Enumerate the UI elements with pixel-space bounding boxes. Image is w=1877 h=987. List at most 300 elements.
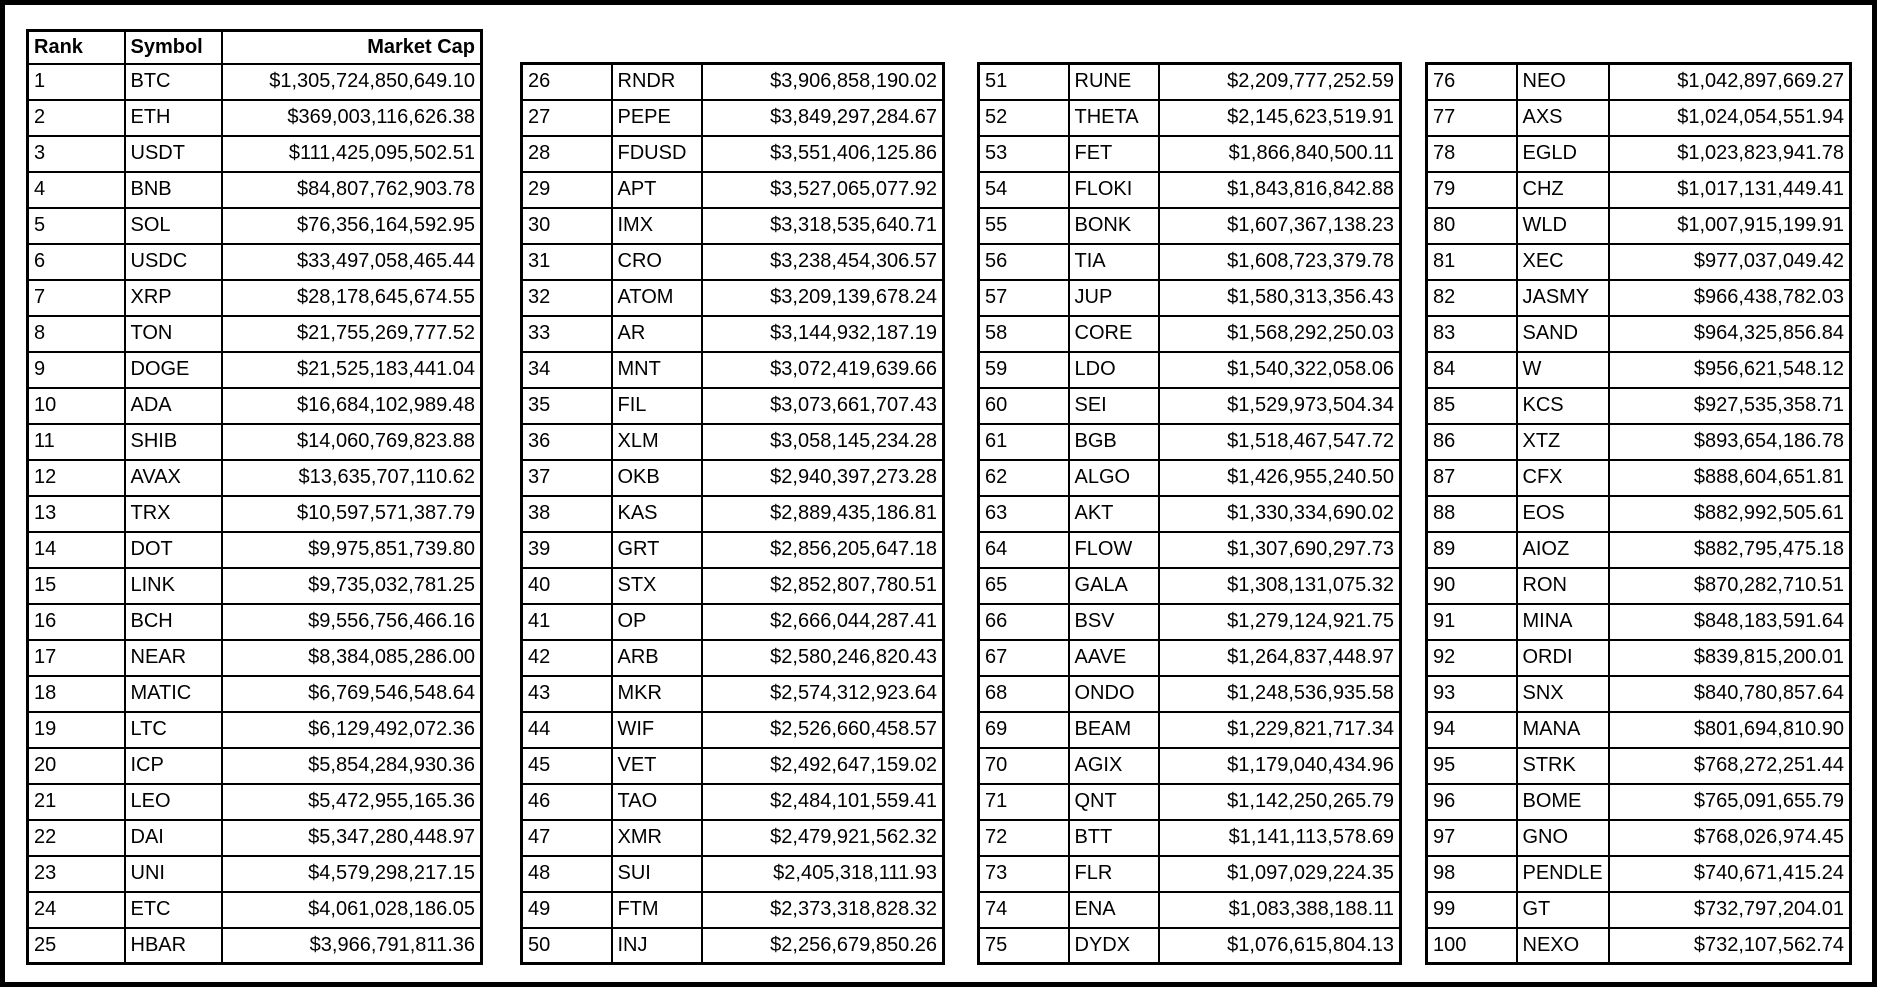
symbol-cell: BOME	[1517, 784, 1609, 820]
table-row	[28, 784, 482, 820]
market-cap-column-header: Market Cap	[222, 31, 482, 64]
rank-cell: 60	[979, 388, 1069, 424]
symbol-cell: TON	[125, 316, 222, 352]
table-row	[979, 316, 1401, 352]
symbol-cell: LDO	[1069, 352, 1159, 388]
market-cap-cell: $13,635,707,110.62	[222, 460, 482, 496]
symbol-cell: ICP	[125, 748, 222, 784]
market-cap-cell: $369,003,116,626.38	[222, 100, 482, 136]
rank-cell: 88	[1427, 496, 1517, 532]
symbol-cell: USDT	[125, 136, 222, 172]
symbol-cell: FLR	[1069, 856, 1159, 892]
table-row	[1427, 424, 1851, 460]
symbol-cell: FTM	[612, 892, 702, 928]
rank-cell: 84	[1427, 352, 1517, 388]
rank-cell: 96	[1427, 784, 1517, 820]
symbol-cell: ORDI	[1517, 640, 1609, 676]
table-row	[979, 244, 1401, 280]
market-cap-cell: $1,097,029,224.35	[1159, 856, 1401, 892]
table-row	[522, 316, 944, 352]
rank-cell: 67	[979, 640, 1069, 676]
table-row	[28, 208, 482, 244]
symbol-cell: ARB	[612, 640, 702, 676]
rank-cell: 8	[28, 316, 125, 352]
symbol-cell: DOGE	[125, 352, 222, 388]
rank-cell: 38	[522, 496, 612, 532]
market-cap-cell: $1,529,973,504.34	[1159, 388, 1401, 424]
symbol-cell: FLOW	[1069, 532, 1159, 568]
table-row	[522, 928, 944, 964]
table-row	[522, 820, 944, 856]
rank-cell: 97	[1427, 820, 1517, 856]
market-cap-cell: $9,735,032,781.25	[222, 568, 482, 604]
symbol-cell: LTC	[125, 712, 222, 748]
symbol-cell: RUNE	[1069, 64, 1159, 100]
rank-cell: 41	[522, 604, 612, 640]
table-row	[979, 748, 1401, 784]
rank-cell: 54	[979, 172, 1069, 208]
table-row	[1427, 712, 1851, 748]
table-row	[522, 388, 944, 424]
rank-cell: 82	[1427, 280, 1517, 316]
market-cap-cell: $2,479,921,562.32	[702, 820, 944, 856]
table-row	[1427, 64, 1851, 100]
market-cap-cell: $3,318,535,640.71	[702, 208, 944, 244]
table-row	[1427, 172, 1851, 208]
symbol-cell: MKR	[612, 676, 702, 712]
rank-cell: 14	[28, 532, 125, 568]
market-cap-cell: $732,797,204.01	[1609, 892, 1851, 928]
symbol-cell: BSV	[1069, 604, 1159, 640]
symbol-cell: QNT	[1069, 784, 1159, 820]
symbol-cell: BONK	[1069, 208, 1159, 244]
rank-cell: 85	[1427, 388, 1517, 424]
table-row	[522, 712, 944, 748]
table-row	[28, 316, 482, 352]
market-cap-cell: $10,597,571,387.79	[222, 496, 482, 532]
table-row	[1427, 676, 1851, 712]
symbol-cell: TRX	[125, 496, 222, 532]
rank-cell: 9	[28, 352, 125, 388]
table-row	[979, 928, 1401, 964]
market-cap-cell: $2,940,397,273.28	[702, 460, 944, 496]
table-row	[979, 604, 1401, 640]
rank-cell: 7	[28, 280, 125, 316]
table-row	[1427, 244, 1851, 280]
rank-cell: 4	[28, 172, 125, 208]
market-cap-cell: $3,209,139,678.24	[702, 280, 944, 316]
rank-cell: 93	[1427, 676, 1517, 712]
rank-cell: 72	[979, 820, 1069, 856]
market-cap-cell: $1,843,816,842.88	[1159, 172, 1401, 208]
symbol-cell: TIA	[1069, 244, 1159, 280]
rank-cell: 66	[979, 604, 1069, 640]
symbol-cell: AR	[612, 316, 702, 352]
symbol-cell: MNT	[612, 352, 702, 388]
table-row	[522, 892, 944, 928]
market-cap-cell: $1,264,837,448.97	[1159, 640, 1401, 676]
symbol-cell: GALA	[1069, 568, 1159, 604]
table-row	[1427, 388, 1851, 424]
symbol-cell: CRO	[612, 244, 702, 280]
table-row	[1427, 280, 1851, 316]
symbol-cell: EOS	[1517, 496, 1609, 532]
symbol-cell: XMR	[612, 820, 702, 856]
table-row	[979, 208, 1401, 244]
market-cap-cell: $16,684,102,989.48	[222, 388, 482, 424]
symbol-cell: LEO	[125, 784, 222, 820]
market-cap-cell: $768,026,974.45	[1609, 820, 1851, 856]
rank-cell: 17	[28, 640, 125, 676]
market-cap-cell: $1,279,124,921.75	[1159, 604, 1401, 640]
symbol-cell: WLD	[1517, 208, 1609, 244]
rank-cell: 44	[522, 712, 612, 748]
rank-cell: 48	[522, 856, 612, 892]
symbol-cell: TAO	[612, 784, 702, 820]
rank-cell: 32	[522, 280, 612, 316]
symbol-cell: CORE	[1069, 316, 1159, 352]
rank-cell: 34	[522, 352, 612, 388]
table-row	[28, 532, 482, 568]
symbol-cell: NEO	[1517, 64, 1609, 100]
symbol-cell: SHIB	[125, 424, 222, 460]
rank-cell: 45	[522, 748, 612, 784]
market-cap-cell: $882,795,475.18	[1609, 532, 1851, 568]
rank-cell: 58	[979, 316, 1069, 352]
rank-cell: 91	[1427, 604, 1517, 640]
table-row	[1427, 568, 1851, 604]
market-cap-cell: $801,694,810.90	[1609, 712, 1851, 748]
market-cap-cell: $2,526,660,458.57	[702, 712, 944, 748]
table-row	[522, 460, 944, 496]
rank-cell: 94	[1427, 712, 1517, 748]
table-row	[979, 856, 1401, 892]
symbol-cell: ONDO	[1069, 676, 1159, 712]
symbol-cell: SNX	[1517, 676, 1609, 712]
symbol-cell: WIF	[612, 712, 702, 748]
symbol-cell: SAND	[1517, 316, 1609, 352]
rank-cell: 61	[979, 424, 1069, 460]
market-cap-cell: $33,497,058,465.44	[222, 244, 482, 280]
symbol-cell: SEI	[1069, 388, 1159, 424]
table-row	[28, 352, 482, 388]
symbol-cell: AVAX	[125, 460, 222, 496]
table-row	[28, 604, 482, 640]
table-row	[1427, 856, 1851, 892]
symbol-cell: OP	[612, 604, 702, 640]
market-cap-cell: $1,307,690,297.73	[1159, 532, 1401, 568]
rank-cell: 79	[1427, 172, 1517, 208]
symbol-cell: ADA	[125, 388, 222, 424]
rank-cell: 16	[28, 604, 125, 640]
rank-cell: 42	[522, 640, 612, 676]
rank-cell: 81	[1427, 244, 1517, 280]
market-cap-cell: $28,178,645,674.55	[222, 280, 482, 316]
rank-cell: 30	[522, 208, 612, 244]
table-row	[28, 892, 482, 928]
market-cap-cell: $3,849,297,284.67	[702, 100, 944, 136]
market-cap-cell: $9,556,756,466.16	[222, 604, 482, 640]
market-cap-cell: $888,604,651.81	[1609, 460, 1851, 496]
rank-cell: 75	[979, 928, 1069, 964]
symbol-cell: RNDR	[612, 64, 702, 100]
market-cap-cell: $740,671,415.24	[1609, 856, 1851, 892]
rank-cell: 100	[1427, 928, 1517, 964]
symbol-cell: INJ	[612, 928, 702, 964]
table-row	[522, 424, 944, 460]
symbol-cell: ATOM	[612, 280, 702, 316]
rank-cell: 27	[522, 100, 612, 136]
table-row	[979, 388, 1401, 424]
market-cap-cell: $870,282,710.51	[1609, 568, 1851, 604]
rank-cell: 99	[1427, 892, 1517, 928]
symbol-cell: ALGO	[1069, 460, 1159, 496]
rank-cell: 59	[979, 352, 1069, 388]
symbol-cell: KCS	[1517, 388, 1609, 424]
market-cap-cell: $732,107,562.74	[1609, 928, 1851, 964]
rank-cell: 57	[979, 280, 1069, 316]
rank-cell: 62	[979, 460, 1069, 496]
market-cap-cell: $3,073,661,707.43	[702, 388, 944, 424]
market-cap-cell: $6,769,546,548.64	[222, 676, 482, 712]
market-cap-cell: $3,527,065,077.92	[702, 172, 944, 208]
market-cap-cell: $6,129,492,072.36	[222, 712, 482, 748]
table-row	[979, 712, 1401, 748]
rank-cell: 69	[979, 712, 1069, 748]
table-row	[522, 784, 944, 820]
rank-cell: 36	[522, 424, 612, 460]
rank-cell: 24	[28, 892, 125, 928]
rank-cell: 20	[28, 748, 125, 784]
market-cap-cell: $1,142,250,265.79	[1159, 784, 1401, 820]
rank-cell: 92	[1427, 640, 1517, 676]
rank-cell: 86	[1427, 424, 1517, 460]
symbol-cell: BCH	[125, 604, 222, 640]
market-cap-cell: $1,229,821,717.34	[1159, 712, 1401, 748]
table-row	[979, 892, 1401, 928]
market-cap-cell: $2,856,205,647.18	[702, 532, 944, 568]
table-row	[979, 64, 1401, 100]
table-row	[979, 460, 1401, 496]
table-row	[1427, 604, 1851, 640]
symbol-cell: HBAR	[125, 928, 222, 964]
symbol-cell: GRT	[612, 532, 702, 568]
table-row	[28, 568, 482, 604]
market-cap-cell: $9,975,851,739.80	[222, 532, 482, 568]
rank-cell: 83	[1427, 316, 1517, 352]
rank-cell: 68	[979, 676, 1069, 712]
rank-cell: 5	[28, 208, 125, 244]
market-cap-cell: $1,042,897,669.27	[1609, 64, 1851, 100]
symbol-cell: RON	[1517, 568, 1609, 604]
symbol-cell: LINK	[125, 568, 222, 604]
symbol-cell: AAVE	[1069, 640, 1159, 676]
symbol-cell: JASMY	[1517, 280, 1609, 316]
market-cap-cell: $3,058,145,234.28	[702, 424, 944, 460]
table-row	[522, 604, 944, 640]
symbol-cell: JUP	[1069, 280, 1159, 316]
symbol-cell: W	[1517, 352, 1609, 388]
table-row	[979, 352, 1401, 388]
table-row	[28, 64, 482, 100]
symbol-cell: XRP	[125, 280, 222, 316]
symbol-cell: AXS	[1517, 100, 1609, 136]
market-cap-cell: $2,574,312,923.64	[702, 676, 944, 712]
symbol-cell: AIOZ	[1517, 532, 1609, 568]
rank-cell: 95	[1427, 748, 1517, 784]
table-row	[522, 136, 944, 172]
rank-cell: 89	[1427, 532, 1517, 568]
table-row	[1427, 820, 1851, 856]
crypto-table-ranks-51-75	[977, 62, 1402, 965]
market-cap-cell: $3,551,406,125.86	[702, 136, 944, 172]
rank-cell: 77	[1427, 100, 1517, 136]
symbol-cell: DAI	[125, 820, 222, 856]
market-cap-cell: $3,072,419,639.66	[702, 352, 944, 388]
table-row	[28, 136, 482, 172]
market-cap-cell: $21,525,183,441.04	[222, 352, 482, 388]
market-cap-cell: $4,579,298,217.15	[222, 856, 482, 892]
rank-cell: 39	[522, 532, 612, 568]
table-row	[28, 244, 482, 280]
table-row	[522, 280, 944, 316]
table-row	[28, 712, 482, 748]
market-cap-cell: $765,091,655.79	[1609, 784, 1851, 820]
table-row	[979, 568, 1401, 604]
symbol-cell: PENDLE	[1517, 856, 1609, 892]
market-cap-cell: $964,325,856.84	[1609, 316, 1851, 352]
rank-cell: 19	[28, 712, 125, 748]
header-row	[28, 31, 482, 64]
market-cap-cell: $76,356,164,592.95	[222, 208, 482, 244]
rank-cell: 71	[979, 784, 1069, 820]
market-cap-cell: $3,144,932,187.19	[702, 316, 944, 352]
table-row	[28, 172, 482, 208]
market-cap-cell: $2,666,044,287.41	[702, 604, 944, 640]
symbol-cell: BTC	[125, 64, 222, 100]
market-cap-cell: $8,384,085,286.00	[222, 640, 482, 676]
rank-cell: 3	[28, 136, 125, 172]
market-cap-cell: $1,248,536,935.58	[1159, 676, 1401, 712]
symbol-cell: SUI	[612, 856, 702, 892]
table-row	[522, 64, 944, 100]
symbol-cell: PEPE	[612, 100, 702, 136]
symbol-cell: ENA	[1069, 892, 1159, 928]
rank-cell: 11	[28, 424, 125, 460]
market-cap-cell: $3,966,791,811.36	[222, 928, 482, 964]
rank-cell: 15	[28, 568, 125, 604]
market-cap-cell: $1,518,467,547.72	[1159, 424, 1401, 460]
rank-cell: 10	[28, 388, 125, 424]
market-cap-cell: $1,024,054,551.94	[1609, 100, 1851, 136]
symbol-cell: KAS	[612, 496, 702, 532]
market-cap-cell: $966,438,782.03	[1609, 280, 1851, 316]
table-row	[522, 532, 944, 568]
table-row	[979, 172, 1401, 208]
table-row	[28, 100, 482, 136]
rank-cell: 43	[522, 676, 612, 712]
market-cap-cell: $4,061,028,186.05	[222, 892, 482, 928]
symbol-cell: BGB	[1069, 424, 1159, 460]
rank-cell: 56	[979, 244, 1069, 280]
table-row	[979, 100, 1401, 136]
rank-cell: 64	[979, 532, 1069, 568]
symbol-cell: OKB	[612, 460, 702, 496]
rank-cell: 53	[979, 136, 1069, 172]
crypto-table-ranks-76-100	[1425, 62, 1852, 965]
market-cap-cell: $977,037,049.42	[1609, 244, 1851, 280]
symbol-cell: THETA	[1069, 100, 1159, 136]
market-cap-cell: $2,889,435,186.81	[702, 496, 944, 532]
rank-cell: 26	[522, 64, 612, 100]
table-row	[522, 172, 944, 208]
market-cap-cell: $1,007,915,199.91	[1609, 208, 1851, 244]
rank-cell: 13	[28, 496, 125, 532]
symbol-cell: FLOKI	[1069, 172, 1159, 208]
rank-cell: 87	[1427, 460, 1517, 496]
symbol-cell: FDUSD	[612, 136, 702, 172]
rank-cell: 49	[522, 892, 612, 928]
market-cap-cell: $1,017,131,449.41	[1609, 172, 1851, 208]
market-cap-cell: $882,992,505.61	[1609, 496, 1851, 532]
market-cap-cell: $3,238,454,306.57	[702, 244, 944, 280]
market-cap-cell: $5,347,280,448.97	[222, 820, 482, 856]
symbol-cell: CHZ	[1517, 172, 1609, 208]
table-row	[979, 784, 1401, 820]
symbol-cell: AKT	[1069, 496, 1159, 532]
market-cap-cell: $14,060,769,823.88	[222, 424, 482, 460]
symbol-cell: STX	[612, 568, 702, 604]
rank-cell: 50	[522, 928, 612, 964]
market-cap-cell: $839,815,200.01	[1609, 640, 1851, 676]
market-cap-cell: $1,608,723,379.78	[1159, 244, 1401, 280]
market-cap-cell: $2,484,101,559.41	[702, 784, 944, 820]
table-row	[1427, 532, 1851, 568]
symbol-cell: GT	[1517, 892, 1609, 928]
rank-cell: 1	[28, 64, 125, 100]
market-cap-cell: $2,256,679,850.26	[702, 928, 944, 964]
table-row	[28, 640, 482, 676]
rank-cell: 2	[28, 100, 125, 136]
table-row	[522, 676, 944, 712]
table-row	[28, 856, 482, 892]
market-cap-cell: $2,580,246,820.43	[702, 640, 944, 676]
symbol-cell: FIL	[612, 388, 702, 424]
rank-cell: 76	[1427, 64, 1517, 100]
symbol-cell: XLM	[612, 424, 702, 460]
symbol-cell: BEAM	[1069, 712, 1159, 748]
table-row	[28, 676, 482, 712]
table-row	[28, 928, 482, 964]
symbol-column-header: Symbol	[125, 31, 222, 64]
market-cap-cell: $84,807,762,903.78	[222, 172, 482, 208]
rank-cell: 33	[522, 316, 612, 352]
symbol-cell: USDC	[125, 244, 222, 280]
market-cap-cell: $1,308,131,075.32	[1159, 568, 1401, 604]
market-cap-cell: $1,568,292,250.03	[1159, 316, 1401, 352]
table-row	[1427, 352, 1851, 388]
table-row	[1427, 892, 1851, 928]
rank-cell: 22	[28, 820, 125, 856]
table-row	[522, 100, 944, 136]
market-cap-cell: $2,405,318,111.93	[702, 856, 944, 892]
symbol-cell: MANA	[1517, 712, 1609, 748]
symbol-cell: EGLD	[1517, 136, 1609, 172]
symbol-cell: XEC	[1517, 244, 1609, 280]
rank-cell: 31	[522, 244, 612, 280]
market-cap-cell: $21,755,269,777.52	[222, 316, 482, 352]
rank-cell: 12	[28, 460, 125, 496]
